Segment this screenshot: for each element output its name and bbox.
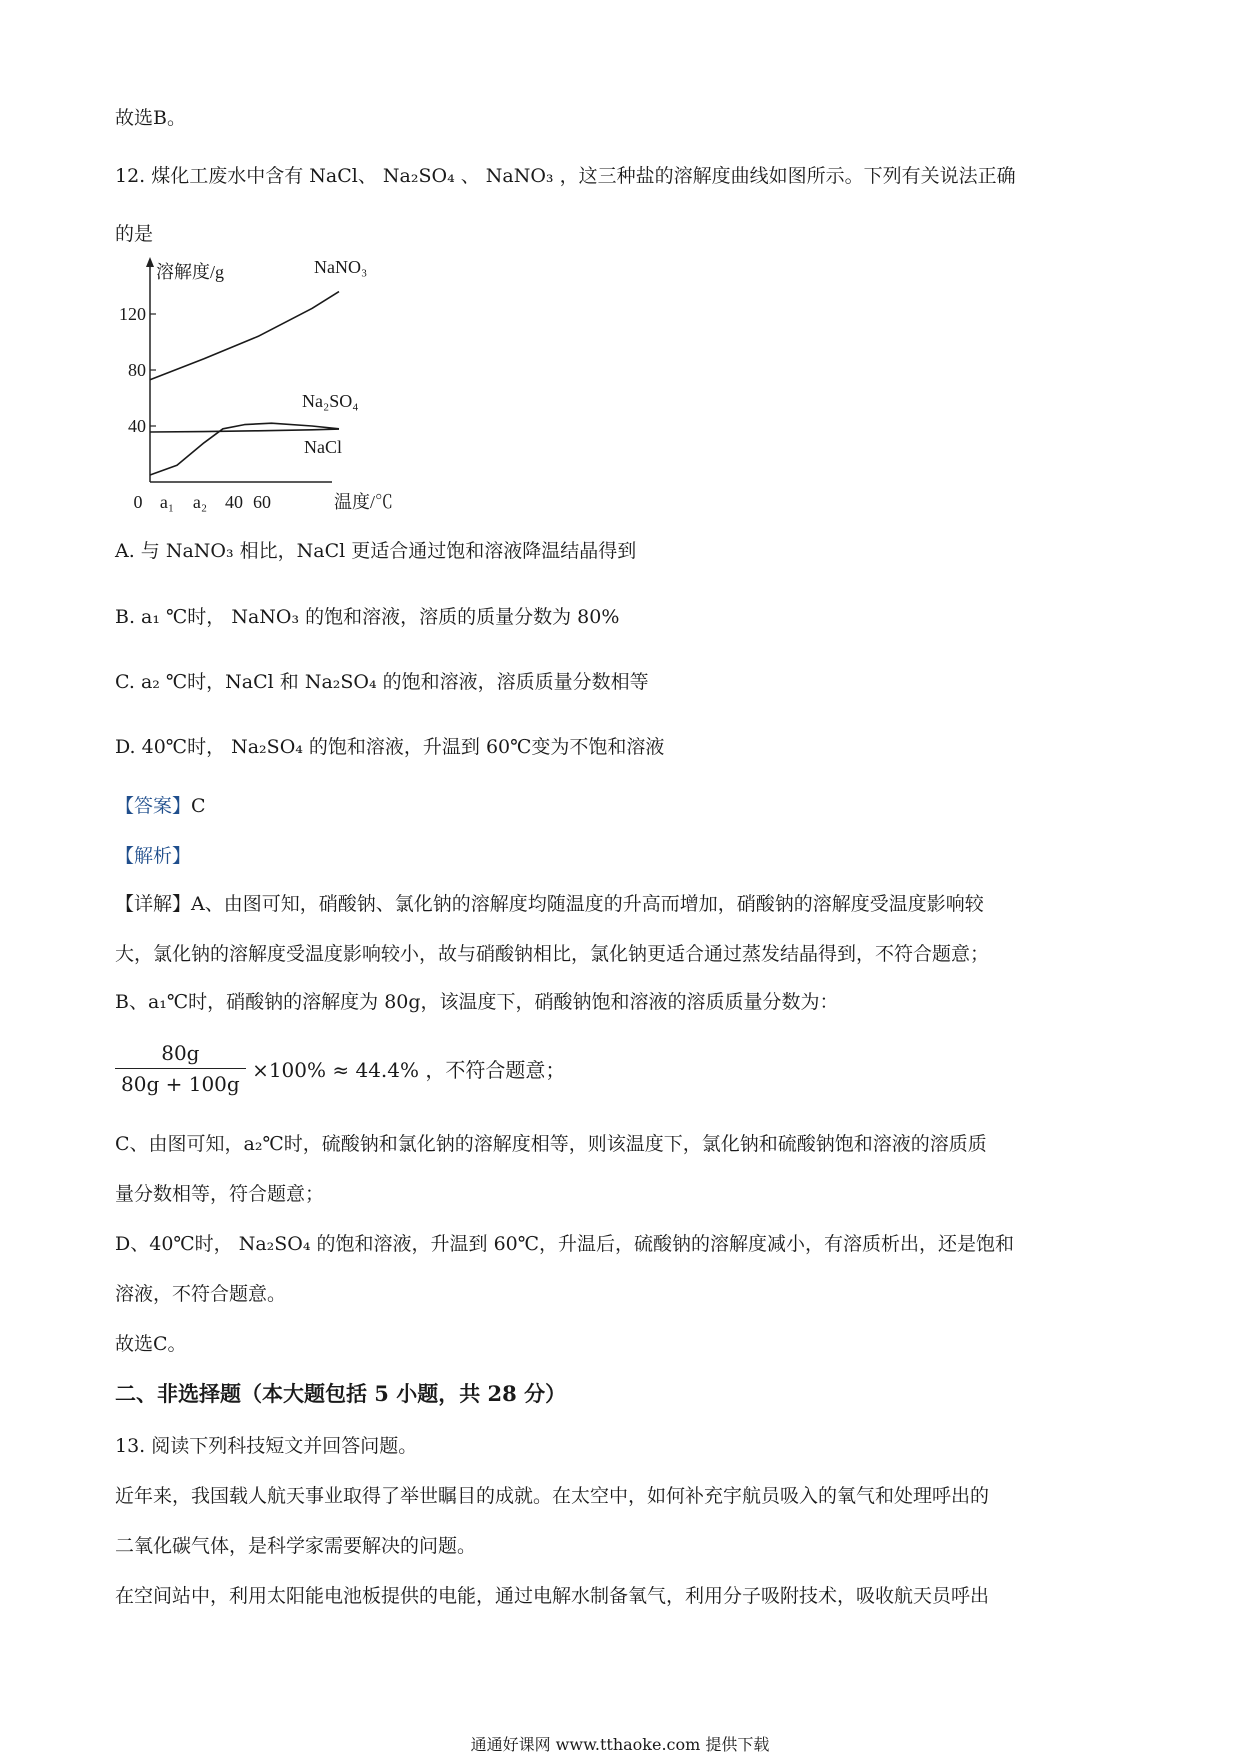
fraction-numerator: 80g xyxy=(115,1038,246,1069)
detail-text-1: A、由图可知，硝酸钠、氯化钠的溶解度均随温度的升高而增加，硝酸钠的溶解度受温度影响较 xyxy=(191,893,984,915)
option-b[interactable]: B. a₁ ℃时， NaNO₃ 的饱和溶液，溶质的质量分数为 80% xyxy=(115,606,620,628)
option-d[interactable]: D. 40℃时， Na₂SO₄ 的饱和溶液，升温到 60℃变为不饱和溶液 xyxy=(115,736,665,758)
series-label-nacl: NaCl xyxy=(304,437,342,457)
y-tick-label-120: 120 xyxy=(119,304,146,324)
detail-line-2: 大，氯化钠的溶解度受温度影响较小，故与硝酸钠相比，氯化钠更适合通过蒸发结晶得到，不符合题意； xyxy=(115,943,990,965)
passage-line-3: 在空间站中，利用太阳能电池板提供的电能，通过电解水制备氧气，利用分子吸附技术，吸收航天员呼出 xyxy=(115,1585,990,1607)
x-tick-label-0: 0 xyxy=(133,492,143,512)
detail-tag: 【详解】 xyxy=(115,893,192,915)
curve-0 xyxy=(150,292,339,380)
detail-line-1 xyxy=(115,890,984,918)
fraction-denominator: 80g + 100g xyxy=(121,1072,240,1096)
x-axis-label: 温度/℃ xyxy=(334,492,394,512)
detail-c-line-2: 量分数相等，符合题意； xyxy=(115,1183,325,1205)
x-tick-label-2: a₂ xyxy=(192,492,208,512)
x-tick-label-1: a₁ xyxy=(159,492,175,512)
answer-line xyxy=(115,792,206,820)
detail-d-line-2: 溶液，不符合题意。 xyxy=(115,1283,287,1305)
x-tick-label-4: 60 xyxy=(253,492,271,512)
passage-line-1: 近年来，我国载人航天事业取得了举世瞩目的成就。在太空中，如何补充宇航员吸入的氧气和处理呼出的 xyxy=(115,1485,990,1507)
detail-d-line-1: D、40℃时， Na₂SO₄ 的饱和溶液，升温到 60℃，升温后，硫酸钠的溶解度减小，有溶质析出，还是饱和 xyxy=(115,1233,1014,1255)
answer-value: C xyxy=(191,795,206,817)
line-conclusion-b: 故选B。 xyxy=(115,107,186,129)
footer: 通通好课网 www.tthaoke.com 提供下载 xyxy=(470,1735,770,1754)
x-tick-label-3: 40 xyxy=(225,492,243,512)
detail-c-line-1: C、由图可知，a₂℃时，硫酸钠和氯化钠的溶解度相等，则该温度下，氯化钠和硫酸钠饱和溶液的溶质质 xyxy=(115,1133,987,1155)
section-heading: 二、非选择题（本大题包括 5 小题，共 28 分） xyxy=(115,1381,567,1406)
mass-fraction-formula xyxy=(115,1038,565,1099)
question-13-stem: 13. 阅读下列科技短文并回答问题。 xyxy=(115,1435,418,1457)
detail-line-3: B、a₁℃时，硝酸钠的溶解度为 80g，该温度下，硝酸钠饱和溶液的溶质质量分数为： xyxy=(115,991,839,1013)
fraction xyxy=(115,1038,246,1099)
formula-result: ×100% ≈ 44.4% ，不符合题意； xyxy=(252,1058,566,1082)
y-axis-arrow xyxy=(146,257,154,267)
passage-line-2: 二氧化碳气体，是科学家需要解决的问题。 xyxy=(115,1535,477,1557)
question-12-stem-cont: 的是 xyxy=(115,223,154,245)
y-tick-label-40: 40 xyxy=(128,416,146,436)
line-conclusion-c: 故选C。 xyxy=(115,1333,187,1355)
question-12-stem: 12. 煤化工废水中含有 NaCl、 Na₂SO₄ 、 NaNO₃ ，这三种盐的溶解度曲线如图所示。下列有关说法正确 xyxy=(115,165,1016,187)
series-label-na2so4: Na₂SO₄ xyxy=(302,391,359,411)
analysis-tag: 【解析】 xyxy=(115,845,192,867)
y-tick-label-80: 80 xyxy=(128,360,146,380)
solubility-chart xyxy=(110,255,410,525)
curve-2 xyxy=(150,429,339,432)
answer-tag: 【答案】 xyxy=(115,795,192,817)
series-label-nanO3: NaNO₃ xyxy=(314,257,368,277)
option-a[interactable]: A. 与 NaNO₃ 相比，NaCl 更适合通过饱和溶液降温结晶得到 xyxy=(115,540,637,562)
option-c[interactable]: C. a₂ ℃时，NaCl 和 Na₂SO₄ 的饱和溶液，溶质质量分数相等 xyxy=(115,671,649,693)
y-axis-label: 溶解度/g xyxy=(156,262,225,282)
